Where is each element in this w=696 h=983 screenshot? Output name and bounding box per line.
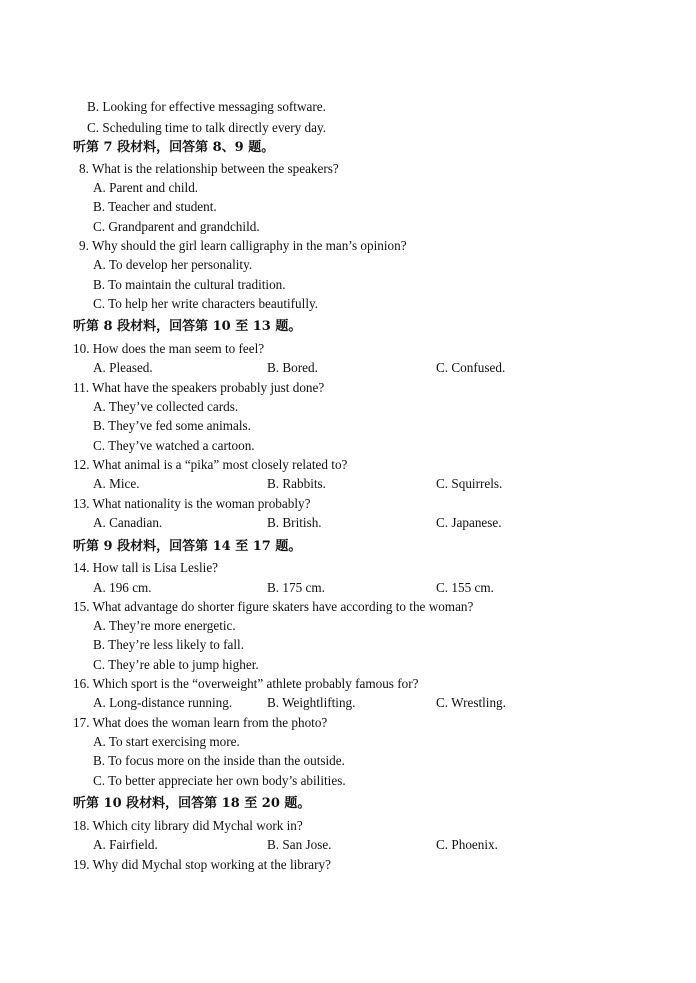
option-c: C. Wrestling.	[436, 695, 506, 710]
option-c: C. Japanese.	[436, 515, 502, 530]
option-b: B. Teacher and student.	[93, 199, 217, 214]
question-text: 9. Why should the girl learn calligraphy in the man’s opinion?	[79, 238, 407, 253]
section-heading: 听第 9 段材料，回答第 14 至 17 题。	[73, 539, 302, 554]
option-b: B. Bored.	[267, 360, 318, 375]
option-b: B. They’re less likely to fall.	[93, 637, 245, 652]
section-heading: 听第 8 段材料，回答第 10 至 13 题。	[73, 319, 302, 334]
option-a: A. To develop her personality.	[93, 257, 253, 272]
option-b: B. Weightlifting.	[267, 695, 356, 710]
option-c: C. Grandparent and grandchild.	[93, 219, 260, 234]
option-b: B. 175 cm.	[267, 580, 325, 595]
option-a: A. Long-distance running.	[93, 695, 233, 710]
question-text: 17. What does the woman learn from the photo?	[73, 715, 328, 730]
option-c: C. Phoenix.	[436, 837, 498, 852]
option-a: A. Pleased.	[93, 360, 153, 375]
option-c: C. To help her write characters beautifully.	[93, 296, 319, 311]
option-b: B. San Jose.	[267, 837, 332, 852]
option-c: C. They’re able to jump higher.	[93, 657, 259, 672]
question-text: 13. What nationality is the woman probably?	[73, 496, 311, 511]
option-b: B. Rabbits.	[267, 476, 326, 491]
option-c: C. They’ve watched a cartoon.	[93, 438, 255, 453]
option-b: B. British.	[267, 515, 322, 530]
option-c: C. To better appreciate her own body’s abilities.	[93, 773, 346, 788]
question-text: 16. Which sport is the “overweight” athlete probably famous for?	[73, 676, 419, 691]
question-text: 11. What have the speakers probably just done?	[73, 380, 325, 395]
option-c: C. 155 cm.	[436, 580, 494, 595]
option-a: A. They’re more energetic.	[93, 618, 236, 633]
question-text: 18. Which city library did Mychal work in?	[73, 818, 303, 833]
option-b: B. Looking for effective messaging software.	[87, 99, 326, 114]
option-a: A. Parent and child.	[93, 180, 199, 195]
section-heading: 听第 7 段材料，回答第 8、9 题。	[73, 140, 275, 155]
option-a: A. They’ve collected cards.	[93, 399, 239, 414]
question-text: 19. Why did Mychal stop working at the library?	[73, 857, 331, 872]
option-c: C. Confused.	[436, 360, 506, 375]
question-text: 12. What animal is a “pika” most closely related to?	[73, 457, 348, 472]
option-a: A. Canadian.	[93, 515, 163, 530]
option-a: A. Mice.	[93, 476, 140, 491]
question-text: 8. What is the relationship between the speakers?	[79, 161, 339, 176]
question-text: 15. What advantage do shorter figure skaters have according to the woman?	[73, 599, 474, 614]
option-b: B. To focus more on the inside than the outside.	[93, 753, 345, 768]
option-c: C. Scheduling time to talk directly every day.	[87, 120, 327, 135]
question-text: 10. How does the man seem to feel?	[73, 341, 265, 356]
question-text: 14. How tall is Lisa Leslie?	[73, 560, 219, 575]
option-b: B. To maintain the cultural tradition.	[93, 277, 286, 292]
option-b: B. They’ve fed some animals.	[93, 418, 251, 433]
option-a: A. 196 cm.	[93, 580, 152, 595]
option-c: C. Squirrels.	[436, 476, 503, 491]
option-a: A. To start exercising more.	[93, 734, 240, 749]
option-a: A. Fairfield.	[93, 837, 158, 852]
section-heading: 听第 10 段材料，回答第 18 至 20 题。	[73, 796, 311, 811]
